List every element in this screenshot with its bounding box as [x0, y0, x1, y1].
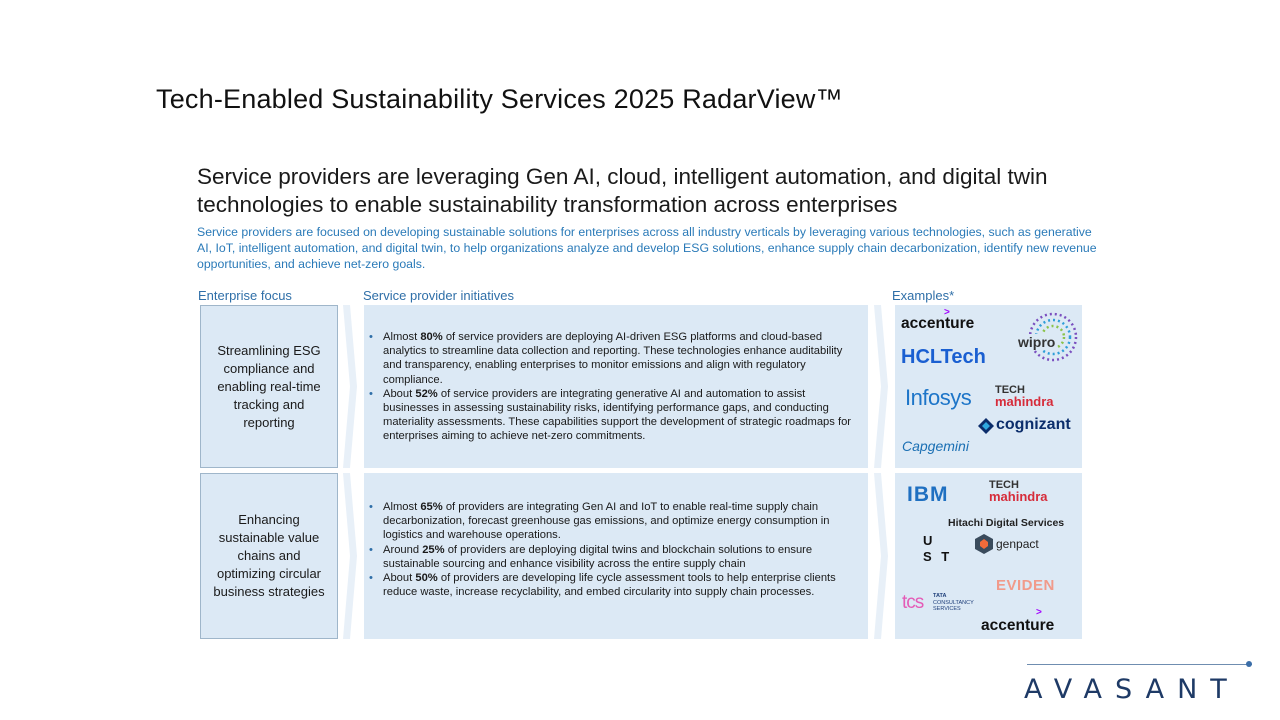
infosys-logo: Infosys: [905, 385, 972, 410]
brand-divider: [1027, 664, 1252, 665]
focus-box-value-chains: [200, 473, 338, 639]
cognizant-logo: cognizant: [996, 416, 1071, 433]
column-header-enterprise-focus: Enterprise focus: [198, 288, 292, 303]
genpact-logo-icon: [975, 534, 993, 554]
cognizant-logo-icon: [977, 417, 995, 435]
tcs-label: SERVICES: [933, 606, 961, 612]
brand-dot-icon: [1246, 661, 1252, 667]
genpact-logo: genpact: [996, 537, 1039, 551]
page-title: Tech-Enabled Sustainability Services 2025 RadarView™: [156, 84, 843, 114]
chevron-arrow-icon: [874, 305, 888, 468]
tech-mahindra-logo-top: TECH: [989, 479, 1019, 491]
initiatives-list-row1: [365, 330, 863, 444]
accenture-mark-icon: >: [1036, 607, 1042, 618]
hitachi-logo: Hitachi Digital Services: [948, 517, 1065, 529]
tech-mahindra-logo: mahindra: [989, 489, 1048, 504]
accenture-mark-icon: >: [944, 307, 950, 318]
eviden-logo: EVIDEN: [996, 577, 1055, 594]
focus-box-esg-compliance: [200, 305, 338, 468]
list-item: • Almost 80% of service providers are deploying AI-driven ESG platforms and cloud-based analytics to streamline data collection and reporting. These technologies enhance auditability and transparency, enabling enterprises to monitor emissions and align with regulatory compliance.: [383, 330, 863, 387]
accenture-logo: accenture: [981, 617, 1055, 634]
ust-logo-top: U: [923, 533, 933, 548]
column-header-initiatives: Service provider initiatives: [363, 288, 515, 303]
chevron-arrow-icon: [874, 473, 888, 639]
list-item: • Around 25% of providers are deploying digital twins and blockchain solutions to ensure sustainable sourcing and enhance visibility across the entire supply chain: [383, 543, 863, 571]
chevron-arrow-icon: [343, 473, 357, 639]
tech-mahindra-logo: mahindra: [995, 394, 1054, 409]
examples-panel-row1: [895, 305, 1082, 468]
column-header-examples: Examples*: [892, 288, 955, 303]
hcltech-logo: HCLTech: [901, 346, 986, 368]
tech-mahindra-logo-top: TECH: [995, 384, 1025, 396]
list-item: • About 50% of providers are developing life cycle assessment tools to help enterprise clients reduce waste, increase recyclability, and embed circularity into supply chain processes.: [383, 571, 863, 599]
list-item: • Almost 65% of providers are integrating Gen AI and IoT to enable real-time supply chain decarbonization, forecast greenhouse gas emissions, and optimize energy consumption in logistics and warehouse operations.: [383, 500, 863, 543]
tcs-label: CONSULTANCY: [933, 600, 974, 606]
list-item: • About 52% of service providers are integrating generative AI and automation to assist businesses in assessing sustainability risks, identifying performance gaps, and conducting materiality assessments. These capabilities support the development of strategic roadmaps for enterprises aiming to achieve net-zero commitments.: [383, 387, 863, 444]
capgemini-logo: Capgemini: [902, 438, 969, 454]
accenture-logo: accenture: [901, 315, 975, 332]
chevron-arrow-icon: [343, 305, 357, 468]
headline: Service providers are leveraging Gen AI, cloud, intelligent automation, and digital twin technologies to enable sustainability transformation across enterprises: [197, 164, 1048, 217]
initiatives-list-row2: [365, 500, 863, 599]
avasant-logo: AVASANT: [1024, 674, 1240, 705]
tcs-logo: tcs: [902, 592, 924, 613]
focus-label: Streamlining ESG compliance and enabling real-time tracking and reporting: [217, 342, 321, 430]
ust-logo: S T: [923, 549, 953, 564]
intro-paragraph: Service providers are focused on developing sustainable solutions for enterprises across all industry verticals by leveraging various technologies, such as generative AI, IoT, intelligent automation, and digital twin, to help organizations analyze and develop ESG solutions, enhance supply chain decarbonization, identify new revenue opportunities, and achieve net-zero goals.: [197, 225, 1097, 271]
tcs-label: TATA: [933, 593, 947, 599]
focus-label: Enhancing sustainable value chains and optimizing circular business strategies: [213, 512, 325, 599]
wipro-logo: wipro: [1018, 334, 1056, 350]
ibm-logo: IBM: [907, 483, 949, 506]
examples-panel-row2: [895, 473, 1082, 639]
